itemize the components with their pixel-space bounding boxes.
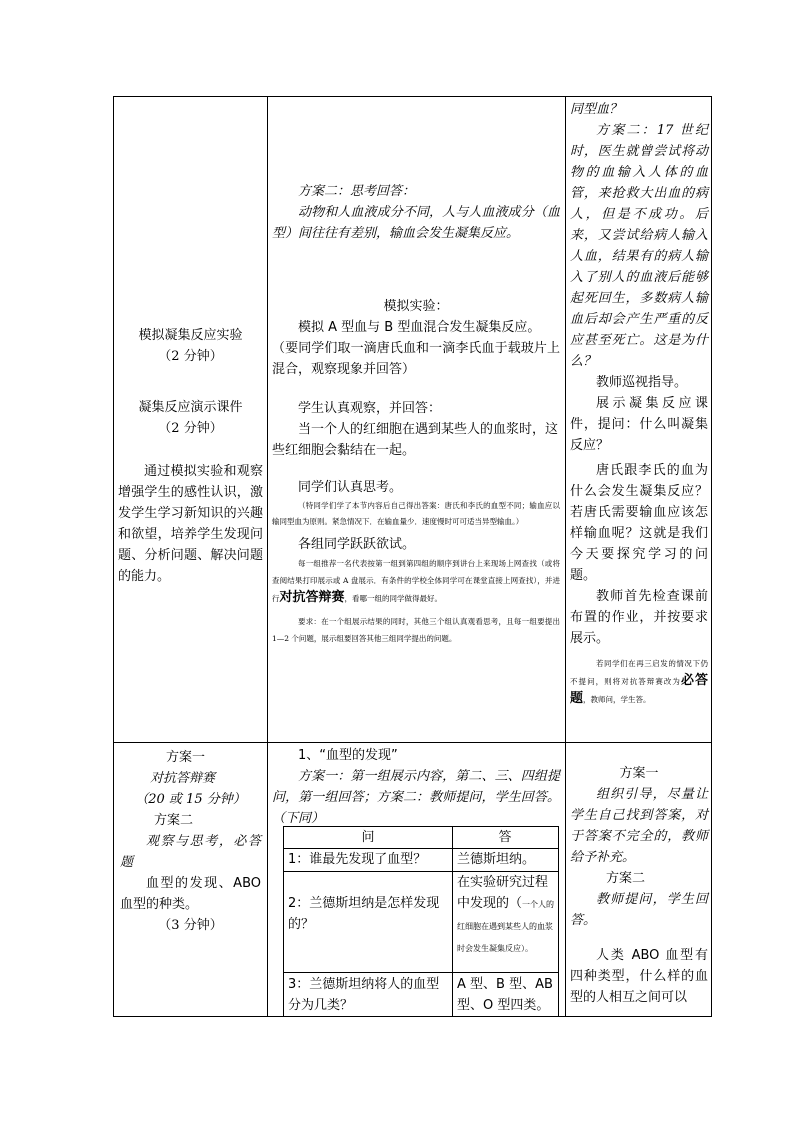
- debate-time: （20 或 15 分钟）: [135, 792, 246, 807]
- abo-types: 人类 ABO 血型有四种类型，什么样的血型的人相互之间可以: [570, 948, 708, 1005]
- blood-type-topic: 血型的发现、ABO 血型的种类。: [120, 876, 261, 912]
- excited-line: 各组同学跃跃欲试。: [298, 537, 416, 552]
- plans-description: 方案一：第一组展示内容，第二、三、四组提问，第一组回答；方案二：教师提问，学生回答。（下同）: [272, 769, 560, 826]
- qa-row-divider-3: [284, 972, 558, 973]
- think-line: 同学们认真思考。: [298, 480, 403, 495]
- same-type-blood-cont: 同型血？: [570, 102, 623, 117]
- col3-plan1-label: 方案一: [619, 766, 659, 781]
- qa-a3: A 型、B 型、AB 型、O 型四类。: [457, 977, 553, 1013]
- col3-top-cell: [570, 99, 708, 708]
- must-answer-label: 观察与思考，必答题: [120, 834, 261, 870]
- organize-guide: 组织引导，尽量让学生自己找到答案，对于答案不完全的，教师给予补充。: [570, 787, 708, 865]
- qa-a2-main: 在实验研究过程中发现的（: [457, 875, 549, 911]
- col3-bottom-cell: [570, 763, 708, 1008]
- group-note: [272, 555, 560, 607]
- col1-top-cell: [114, 325, 267, 587]
- col2-top-cell: [272, 181, 560, 647]
- plan2-answer-head: 方案二：思考回答：: [298, 184, 416, 199]
- teacher-patrol: 教师巡视指导。: [596, 375, 688, 390]
- lesson-plan-table: [113, 96, 712, 1017]
- sim-line2: （要同学们取一滴唐氏血和一滴李氏血于载玻片上混合，观察现象并回答）: [272, 341, 560, 377]
- qa-table: [283, 826, 559, 1017]
- plan2-answer-body: 动物和人血液成分不同，人与人血液成分（血型）间往往有差别，输血会发生凝集反应。: [272, 205, 560, 241]
- plan1-label: 方案一: [166, 750, 206, 765]
- must-answer-note: [570, 655, 708, 708]
- check-homework: 教师首先检查课前布置的作业，并按要求展示。: [570, 589, 708, 646]
- debate-contest-bold: 对抗答辩赛: [279, 590, 345, 605]
- show-courseware: 展示凝集反应课件，提问：什么叫凝集反应？: [570, 396, 708, 453]
- qa-a2: [457, 872, 557, 959]
- debate-label: 对抗答辩赛: [150, 771, 216, 786]
- group-note-b: ，看哪一组的同学做得最好。: [344, 594, 443, 603]
- col2-bottom-cell: [272, 745, 560, 829]
- observe-head: 学生认真观察，并回答：: [298, 401, 442, 416]
- column-divider-1: [267, 97, 268, 1016]
- sim-experiment-time: （2 分钟）: [158, 349, 223, 364]
- col1-bottom-cell: [114, 747, 267, 936]
- topic-time: （3 分钟）: [158, 918, 223, 933]
- qa-a2-small: 一个人的红细胞在遇到某些人的血浆时会发生凝集反应: [457, 900, 555, 953]
- qa-q1: 1：谁最先发现了血型？: [288, 852, 427, 867]
- qa-a1: 兰德斯坦纳。: [457, 852, 536, 867]
- qa-q3: 3：兰德斯坦纳将人的血型分为几类？: [288, 977, 440, 1013]
- teaching-goal: 通过模拟实验和观察增强学生的感性认识，激发学生学习新知识的兴趣和欲望，培养学生发现问题、分析问题、解决问题的能力。: [118, 464, 263, 584]
- qa-header-question: 问: [361, 830, 375, 845]
- sim-line1: 模拟 A 型血与 B 型血混合发生凝集反应。: [298, 320, 541, 335]
- qa-q2: 2：兰德斯坦纳是怎样发现的？: [288, 896, 440, 932]
- observe-body: 当一个人的红细胞在遇到某些人的血浆时，这些红细胞会黏结在一起。: [272, 422, 559, 458]
- sim-experiment-title: 模拟凝集反应实验: [138, 328, 243, 343]
- requirement-note: 要求：在一个组展示结果的同时，其他三个组认真观看思考，且每一组要提出 1—2 个问题，展示组要回答其他三组同学提出的问题。: [272, 617, 560, 643]
- qa-col-divider: [452, 827, 453, 1016]
- teacher-ask: 教师提问，学生回答。: [570, 892, 708, 928]
- section-heading: 1、“血型的发现”: [298, 748, 398, 763]
- demo-courseware-time: （2 分钟）: [158, 421, 223, 436]
- think-note: （特同学们学了本节内容后自己得出答案：唐氏和李氏的血型不同；输血应以输同型血为原则。紧急情况下．在输血量少．速度慢时可可适当异型输血。）: [272, 501, 560, 526]
- must-answer-bold: 必答题: [570, 673, 708, 706]
- qa-a2-end: ）。: [521, 944, 533, 953]
- sim-head: 模拟实验：: [383, 299, 449, 314]
- col3-plan2: 方案二：17 世纪时，医生就曾尝试将动物的血输入人体的血管，来抢救大出血的病人，但是不成功。后来，又尝试给病人输入人血，结果有的病人输入了别人的血液后能够起死回生，多数病人输血后却会产生严重的反应甚至死亡。这是为什么？: [570, 123, 708, 369]
- plan2-label: 方案二: [154, 813, 194, 828]
- row-divider: [114, 742, 711, 743]
- qa-header-answer: 答: [498, 830, 512, 845]
- col3-plan2-label: 方案二: [606, 871, 646, 886]
- group-note-a: 每一组推荐一名代表按第一组到第四组的顺序到讲台上来现场上网查找（或将查阅结果打印展示或 A 盘展示．有条件的学校全体同学可在课堂直接上网查找），并进行: [272, 559, 560, 603]
- column-divider-2: [565, 97, 566, 1016]
- demo-courseware-title: 凝集反应演示课件: [138, 400, 243, 415]
- must-answer-note-b: ，教师问，学生答。: [583, 695, 651, 704]
- must-answer-note-a: 若同学们在再三启发的情况下仍不提问，则将对抗答辩赛改为: [570, 659, 708, 686]
- why-agglutination: 唐氏跟李氏的血为什么会发生凝集反应？若唐氏需要输血应该怎样输血呢？这就是我们今天要探究学习的问题。: [570, 463, 708, 583]
